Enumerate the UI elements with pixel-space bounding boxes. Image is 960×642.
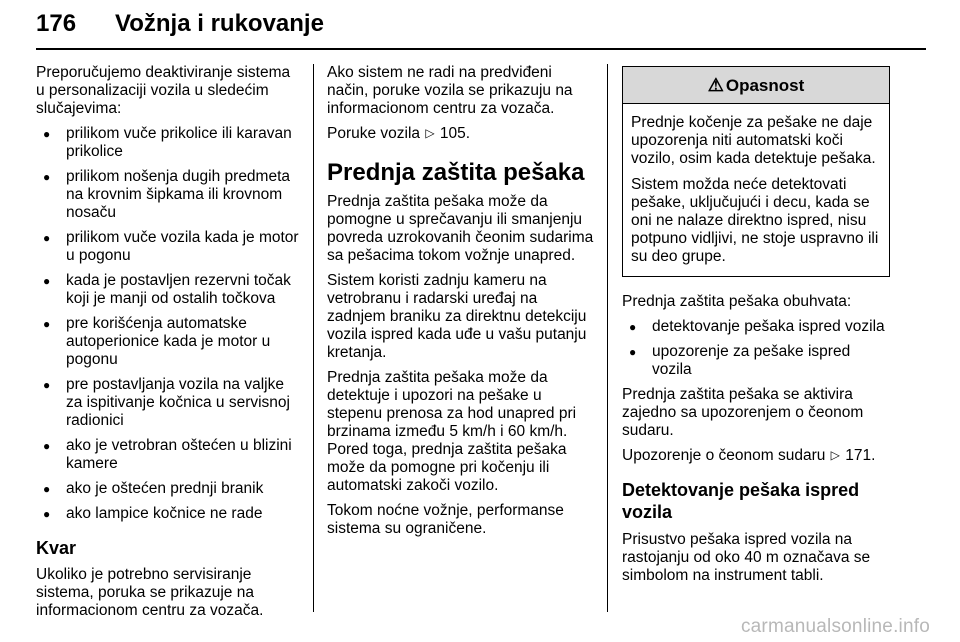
cross-reference: [327, 125, 595, 143]
warning-paragraph: Prednje kočenje za pešake ne daje upozorenja niti automatski koči vozilo, osim kada detektuje pešaka.: [631, 114, 876, 167]
page-number: 176: [36, 10, 77, 37]
paragraph: Ako sistem ne radi na predviđeni način, poruke vozila se prikazuju na informacionom centru za vozača.: [327, 64, 573, 117]
page-header: [36, 8, 926, 50]
list-item: ● upozorenje za pešake ispred vozila: [622, 343, 890, 379]
list-item: ● prilikom vuče prikolice ili karavan prikolice: [36, 125, 300, 161]
paragraph: Prednja zaštita pešaka može da detektuje i upozori na pešake u stepenu prenosa za hod unapred pri brzinama između 5 km/h i 60 km/h. Pored toga, prednja zaštita pešaka može da pomogne pri kočenju ili automatski zakoči vozilo.: [327, 369, 577, 494]
warning-title: Opasnost: [725, 76, 805, 95]
page-reference-arrow-icon: ▷: [425, 126, 435, 140]
warning-box: [622, 66, 890, 277]
warning-body: [623, 104, 889, 276]
reference-text: Upozorenje o čeonom sudaru: [622, 447, 826, 464]
list-item: ● pre korišćenja automatske autoperionice kada je motor u pogonu: [36, 315, 300, 369]
page-reference-arrow-icon: ▷: [830, 448, 840, 462]
warning-triangle-icon: ⚠: [707, 75, 724, 95]
list-item: ● detektovanje pešaka ispred vozila: [622, 318, 890, 336]
paragraph: Tokom noćne vožnje, performanse sistema su ograničene.: [327, 502, 564, 537]
list-item: ● pre postavljanja vozila na valjke za ispitivanje kočnica u servisnoj radionici: [36, 376, 300, 430]
fault-heading: Kvar: [36, 538, 77, 558]
list-item: ● prilikom vuče vozila kada je motor u pogonu: [36, 229, 300, 265]
list-item: ● ako je oštećen prednji branik: [36, 480, 300, 498]
column-right: [622, 64, 890, 592]
list-item: ● kada je postavljen rezervni točak koji je manji od ostalih točkova: [36, 272, 300, 308]
intro-paragraph: Preporučujemo deaktiviranje sistema u personalizaciji vozila u sledećim slučajevima:: [36, 64, 291, 117]
reference-page: 171.: [845, 447, 876, 464]
paragraph: Prednja zaštita pešaka obuhvata:: [622, 293, 852, 310]
subsection-heading: Detektovanje pešaka ispred vozila: [622, 480, 860, 522]
page-title: Vožnja i rukovanje: [115, 10, 324, 37]
column-left: [36, 64, 300, 627]
reference-text: Poruke vozila: [327, 125, 421, 142]
list-item: ● ako je vetrobran oštećen u blizini kamere: [36, 437, 300, 473]
deactivation-list: [36, 125, 300, 523]
paragraph: Sistem koristi zadnju kameru na vetrobranu i radarski uređaj na zadnjem braniku za direktnu detekciju vozila ispred kada uđe u vašu putanju kretanja.: [327, 272, 587, 361]
cross-reference: [622, 447, 890, 465]
warning-header: [623, 67, 889, 104]
section-heading: Prednja zaštita pešaka: [327, 159, 585, 186]
fault-paragraph: Ukoliko je potrebno servisiranje sistema, poruka se prikazuje na informacionom centru za vozača.: [36, 566, 264, 619]
features-list: [622, 318, 890, 379]
watermark: carmanualsonline.info: [740, 616, 930, 637]
warning-paragraph: Sistem možda neće detektovati pešake, uključujući i decu, kada se oni ne nalaze direktno ispred, nisu potpuno vidljivi, ne stoje uspravno ili su deo grupe.: [631, 176, 879, 265]
paragraph: Prisustvo pešaka ispred vozila na rastojanju od oko 40 m označava se simbolom na instrument tabli.: [622, 531, 871, 584]
paragraph: Prednja zaštita pešaka se aktivira zajedno sa upozorenjem o čeonom sudaru.: [622, 386, 864, 439]
list-item: ● ako lampice kočnice ne rade: [36, 505, 300, 523]
paragraph: Prednja zaštita pešaka može da pomogne u sprečavanju ili smanjenju povreda uzrokovanih čeonim sudarima sa pešacima tokom vožnje unapred.: [327, 193, 594, 264]
column-divider: [313, 64, 314, 612]
list-item: ● prilikom nošenja dugih predmeta na krovnim šipkama ili krovnom nosaču: [36, 168, 300, 222]
reference-page: 105.: [439, 125, 471, 142]
column-middle: [327, 64, 595, 545]
column-divider: [607, 64, 608, 612]
